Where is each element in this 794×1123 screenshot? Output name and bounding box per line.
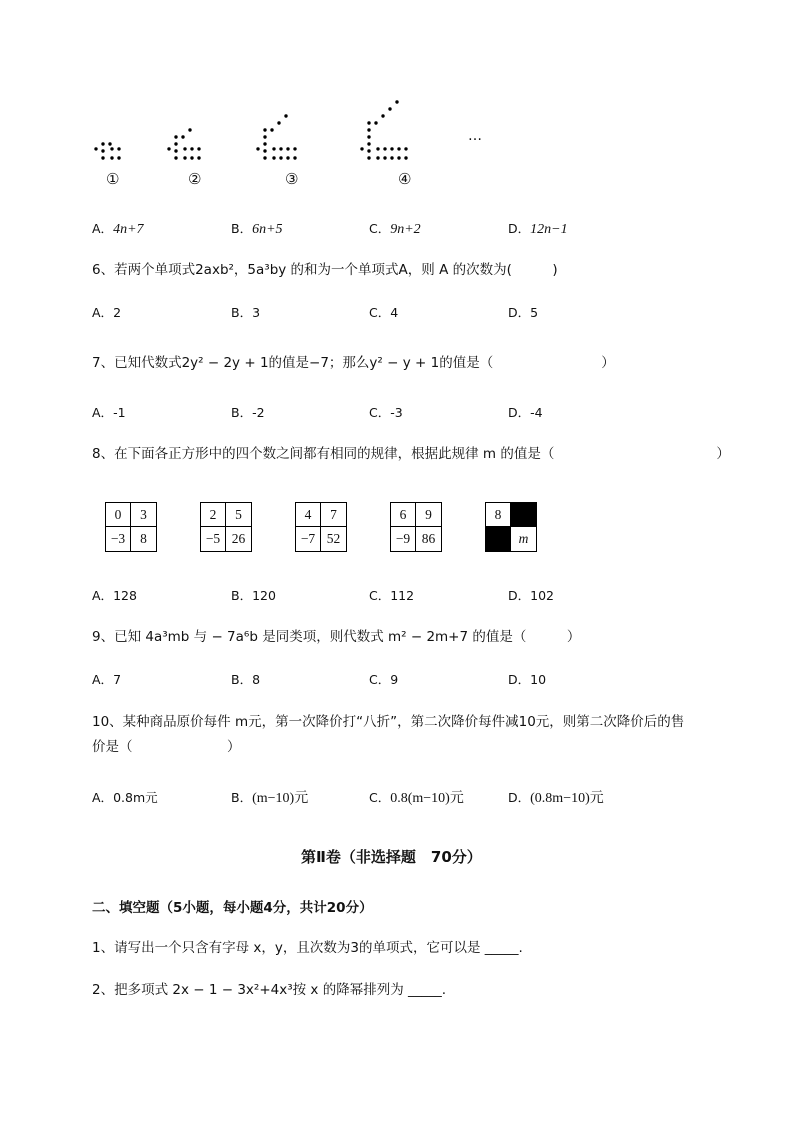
q8-option-b: B．120 <box>231 588 276 603</box>
pattern-dot <box>110 147 113 150</box>
square-cell: 8 <box>486 503 511 527</box>
pattern-dot <box>108 142 111 145</box>
square-cell: −7 <box>296 527 321 551</box>
pattern-dot <box>174 156 177 159</box>
pattern-dot <box>397 147 400 150</box>
q10-option-d: D．(0.8m−10)元 <box>508 790 604 806</box>
q9-option-b: B．8 <box>231 672 261 687</box>
number-square-4 <box>390 502 442 552</box>
q10-option-b: B．(m−10)元 <box>231 790 309 806</box>
pattern-dot <box>383 147 386 150</box>
square-cell: 0 <box>106 503 131 527</box>
pattern-dot <box>117 147 120 150</box>
square-cell: 6 <box>391 503 416 527</box>
pattern-dot <box>190 147 193 150</box>
q8-option-c: C．112 <box>369 588 415 603</box>
pattern-dot <box>174 135 177 138</box>
q8-option-d: D．102 <box>508 588 554 603</box>
q5-option-c: C．9n+2 <box>369 221 421 237</box>
figure-caption-1: ① <box>106 170 120 188</box>
q5-option-b: B．6n+5 <box>231 221 283 237</box>
pattern-dot <box>286 147 289 150</box>
pattern-dot <box>190 156 193 159</box>
square-cell: 9 <box>416 503 441 527</box>
pattern-dot <box>256 147 259 150</box>
pattern-dot <box>397 156 400 159</box>
pattern-dot <box>279 156 282 159</box>
pattern-dot <box>395 100 398 103</box>
square-cell: 8 <box>140 531 147 546</box>
pattern-dot <box>272 147 275 150</box>
pattern-dot <box>381 114 384 117</box>
pattern-dot <box>284 114 287 117</box>
q8-question: 8、在下面各正方形中的四个数之间都有相同的规律，根据此规律 m 的值是（ ） <box>92 446 730 462</box>
pattern-dot <box>263 156 266 159</box>
pattern-dot <box>181 135 184 138</box>
pattern-dot <box>404 156 407 159</box>
q7-question: 7、已知代数式2y² − 2y + 1的值是−7；那么y² − y + 1的值是（ ） <box>92 355 615 371</box>
pattern-dot <box>197 156 200 159</box>
fill-question-1: 1、请写出一个只含有字母 x，y，且次数为3的单项式，它可以是 _____. <box>92 940 523 956</box>
pattern-dot <box>117 156 120 159</box>
pattern-dot <box>367 128 370 131</box>
pattern-dot <box>376 156 379 159</box>
q10-option-c: C．0.8(m−10)元 <box>369 790 464 806</box>
pattern-dot <box>94 147 97 150</box>
pattern-dot <box>279 147 282 150</box>
pattern-dot <box>404 147 407 150</box>
pattern-dot <box>390 147 393 150</box>
square-cell: −9 <box>391 527 416 551</box>
pattern-dot <box>293 147 296 150</box>
q9-option-a: A．7 <box>92 672 122 687</box>
figure-caption-3: ③ <box>285 170 299 188</box>
pattern-dot <box>188 128 191 131</box>
number-square-2 <box>200 502 252 552</box>
pattern-dot <box>183 147 186 150</box>
pattern-dot <box>272 156 275 159</box>
pattern-dot <box>174 142 177 145</box>
number-square-3 <box>295 502 347 552</box>
figure-caption-4: ④ <box>398 170 412 188</box>
q9-option-d: D．10 <box>508 672 547 687</box>
pattern-dot <box>183 156 186 159</box>
pattern-dot <box>101 142 104 145</box>
pattern-dot <box>167 147 170 150</box>
q5-option-d: D．12n−1 <box>508 221 568 237</box>
q7-option-c: C．-3 <box>369 405 403 420</box>
square-cell: 26 <box>231 531 246 546</box>
square-cell: 4 <box>296 503 321 527</box>
q5-option-a: A．4n+7 <box>92 221 144 237</box>
q6-option-a: A．2 <box>92 305 122 320</box>
square-cell: 3 <box>131 503 156 527</box>
q10-question-line2: 价是（ ） <box>92 739 241 755</box>
pattern-dot <box>263 142 266 145</box>
part2-title: 第Ⅱ卷（非选择题 70分） <box>301 848 482 866</box>
figure-caption-2: ② <box>188 170 202 188</box>
square-cell-black <box>486 527 511 551</box>
square-cell: 52 <box>326 531 341 546</box>
square-cell: 2 <box>201 503 226 527</box>
pattern-dot <box>376 147 379 150</box>
number-square-1 <box>105 502 157 552</box>
pattern-dot <box>367 121 370 124</box>
number-square-5 <box>485 502 537 552</box>
pattern-dot <box>174 149 177 152</box>
q7-option-b: B．-2 <box>231 405 265 420</box>
pattern-dot <box>101 156 104 159</box>
square-cell: 5 <box>226 503 251 527</box>
pattern-dot <box>367 149 370 152</box>
pattern-dot <box>263 128 266 131</box>
q6-option-d: D．5 <box>508 305 539 320</box>
pattern-dot <box>367 135 370 138</box>
pattern-dot <box>388 107 391 110</box>
q6-option-b: B．3 <box>231 305 261 320</box>
pattern-dot <box>101 149 104 152</box>
pattern-dot <box>263 149 266 152</box>
pattern-dot <box>263 135 266 138</box>
square-cell: 7 <box>321 503 346 527</box>
pattern-dot <box>374 121 377 124</box>
figure-ellipsis: … <box>468 128 482 144</box>
square-cell: −3 <box>106 527 131 551</box>
fill-question-2: 2、把多项式 2x − 1 − 3x²+4x³按 x 的降幂排列为 _____. <box>92 982 447 998</box>
square-cell: −5 <box>201 527 226 551</box>
q6-option-c: C．4 <box>369 305 399 320</box>
pattern-dot <box>286 156 289 159</box>
pattern-dot <box>110 156 113 159</box>
pattern-dot <box>360 147 363 150</box>
square-cell-unknown: m <box>518 531 529 546</box>
square-cell-black <box>511 503 536 527</box>
q10-question-line1: 10、某种商品原价每件 m元，第一次降价打“八折”，第二次降价每件减10元，则第二次降价后的售 <box>92 714 685 730</box>
square-cell: 86 <box>421 531 436 546</box>
pattern-dot <box>197 147 200 150</box>
pattern-dot <box>293 156 296 159</box>
q7-option-d: D．-4 <box>508 405 543 420</box>
q7-option-a: A．-1 <box>92 405 126 420</box>
q8-option-a: A．128 <box>92 588 137 603</box>
pattern-dot <box>390 156 393 159</box>
pattern-dot <box>383 156 386 159</box>
q6-question: 6、若两个单项式2axb²，5a³by 的和为一个单项式A，则 A 的次数为( ) <box>92 262 558 278</box>
q9-option-c: C．9 <box>369 672 399 687</box>
pattern-dot <box>367 142 370 145</box>
q10-option-a: A．0.8m元 <box>92 790 158 805</box>
pattern-dot <box>367 156 370 159</box>
pattern-dot <box>277 121 280 124</box>
pattern-dot <box>270 128 273 131</box>
section2-heading: 二、填空题（5小题，每小题4分，共计20分） <box>92 900 373 916</box>
q9-question: 9、已知 4a³mb 与 − 7a⁶b 是同类项，则代数式 m² − 2m+7 的值是（ ） <box>92 629 581 645</box>
